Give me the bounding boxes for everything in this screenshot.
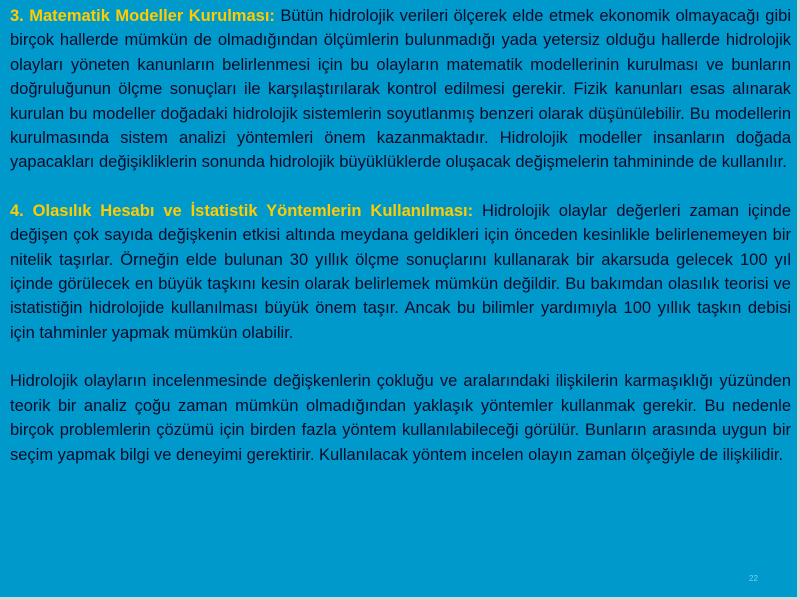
text-probability-statistics: Hidrolojik olaylar değerleri zaman içinde değişen çok sayıda değişkenin etkisi altında meydana geldikleri için önceden kesinlikle belirlenemeyen bir nitelik taşırlar. Örneğin elde bulunan 30 yıllık ölçme sonuçlarını kullanarak bir akarsuda gelecek 100 yıl içinde görülecek en büyük taşkını kesin olarak belirlemek mümkün değildir. Bu bakımdan olasılık teorisi ve istatistiğin hidrolojide kullanılması büyük önem taşır. Ancak bu bilimler yardımıyla 100 yıllık taşkın debisi için tahminler yapmak mümkün olabilir.	[10, 201, 791, 342]
heading-mathematical-models: 3. Matematik Modeller Kurulması:	[10, 7, 275, 25]
slide-content	[10, 4, 791, 467]
paragraph-approximate-methods	[10, 369, 791, 467]
text-approximate-methods: Hidrolojik olayların incelenmesinde değişkenlerin çokluğu ve aralarındaki ilişkilerin karmaşıklığı yüzünden teorik bir analiz çoğu zaman mümkün olmadığından yaklaşık yöntemler kullanmak gerekir. Bu nedenle birçok problemlerin çözümü için birden fazla yöntem kullanılabileceği görülür. Bunların arasında uygun bir seçim yapmak bilgi ve deneyimi gerektirir. Kullanılacak yöntem incelen olayın zaman ölçeğiyle de ilişkilidir.	[10, 372, 791, 464]
text-mathematical-models: Bütün hidrolojik verileri ölçerek elde etmek ekonomik olmayacağı gibi birçok hallerde mümkün de olmadığından ölçümlerin bulunmadığı yada yetersiz olduğu hallerde hidrolojik olayları yöneten kanunların belirlenmesi için bu olayların matematik modellerinin kurulması ve bunların doğruluğunun ölçme sonuçları ile karşılaştırılarak kontrol edilmesi gerekir. Fizik kanunları esas alınarak kurulan bu modeller doğadaki hidrolojik sistemlerin soyutlanmış benzeri olarak düşünülebilir. Bu modellerin kurulmasında sistem analizi yöntemleri önem kazanmaktadır. Hidrolojik modeller insanların doğada yapacakları değişikliklerin sonunda hidrolojik büyüklüklerde oluşacak değişmelerin tahmininde de kullanılır.	[10, 7, 791, 172]
page-number: 22	[749, 574, 758, 583]
paragraph-mathematical-models	[10, 4, 791, 175]
paragraph-probability-statistics	[10, 199, 791, 345]
heading-probability-statistics: 4. Olasılık Hesabı ve İstatistik Yöntemlerin Kullanılması:	[10, 201, 474, 220]
